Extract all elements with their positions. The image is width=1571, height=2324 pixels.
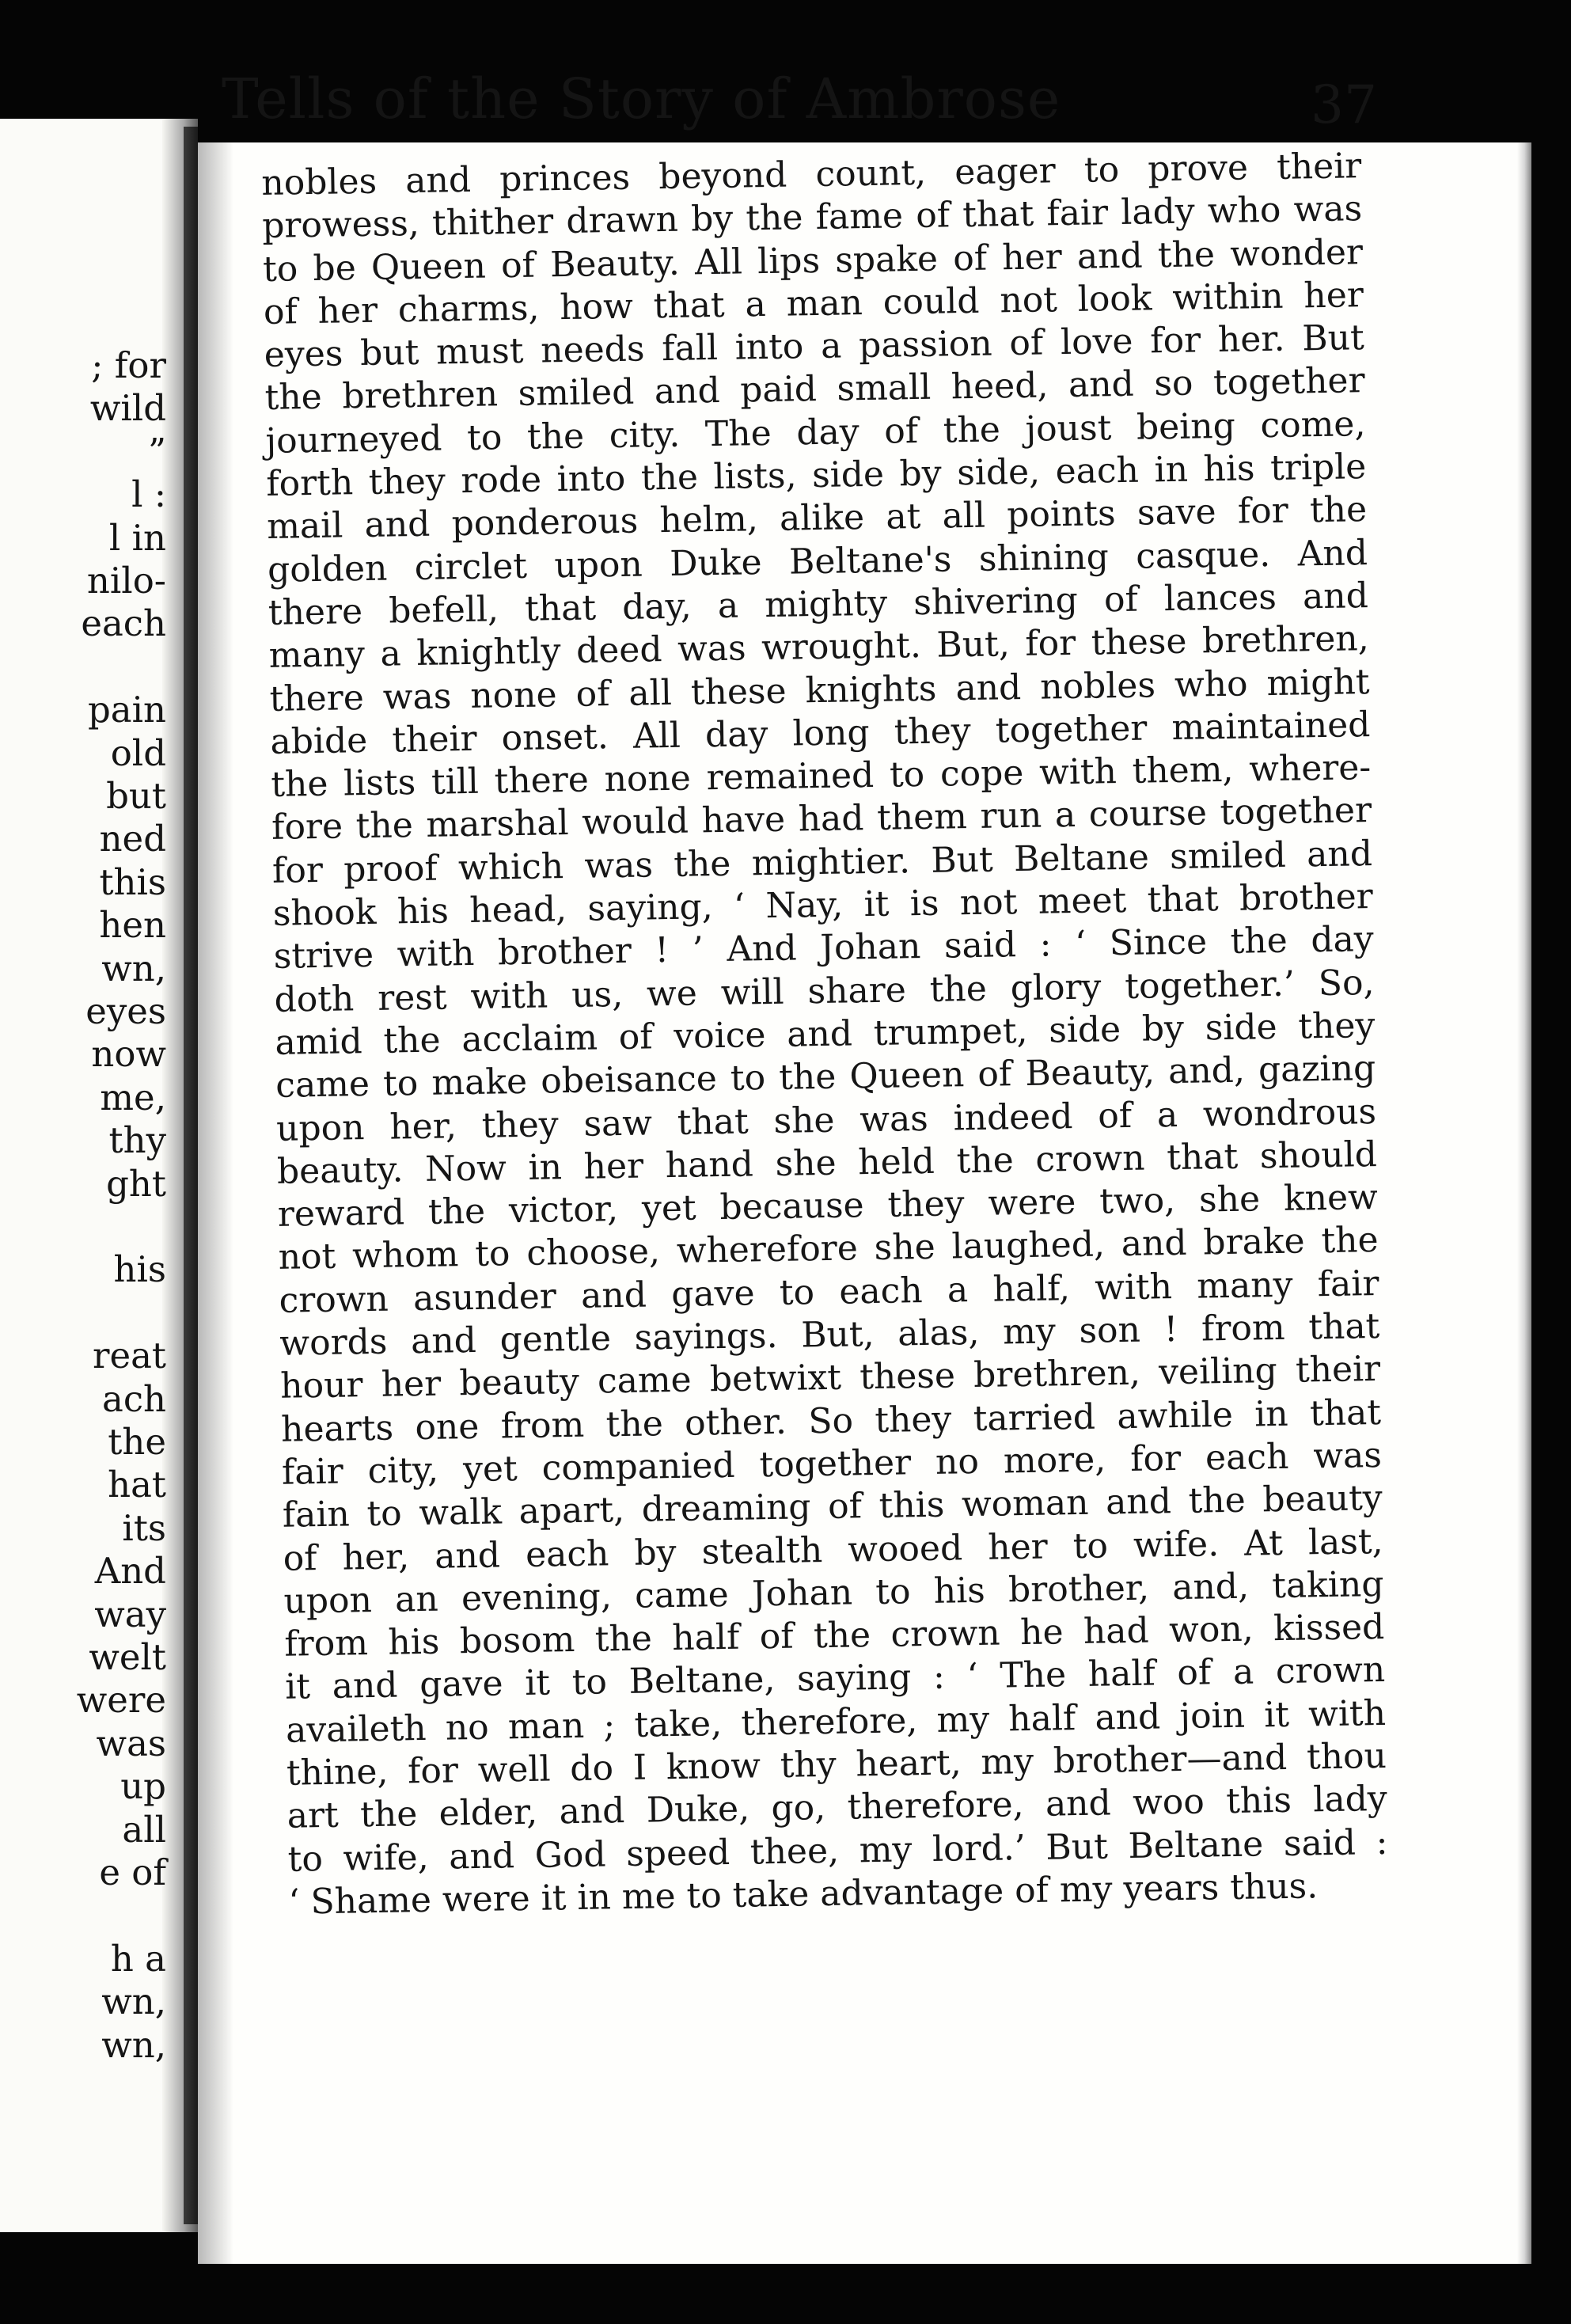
running-head	[222, 63, 1377, 135]
left-page-fragment: pain	[87, 689, 166, 731]
body-line: abide their onset. All day long they together maintained	[270, 704, 1371, 762]
left-page-fragment: ”	[147, 430, 166, 473]
body-line: hour her beauty came betwixt these brethren, veiling their	[279, 1349, 1381, 1407]
body-line: journeyed to the city. The day of the joust being come,	[265, 403, 1366, 461]
body-line: to be Queen of Beauty. All lips spake of her and the wonder	[262, 231, 1364, 290]
body-line: art the elder, and Duke, go, therefore, and woo this lady	[286, 1779, 1388, 1837]
left-page-fragment: ach	[101, 1377, 166, 1420]
body-line: shook his head, saying, ‘ Nay, it is not meet that brother	[272, 876, 1374, 934]
left-page-fragment: each	[81, 602, 166, 645]
left-page-fragment: l :	[131, 473, 166, 516]
left-page-fragment: all	[122, 1808, 166, 1851]
body-line: many a knightly deed was wrought. But, for these brethren,	[268, 618, 1370, 677]
body-line: there was none of all these knights and nobles who might	[269, 661, 1370, 720]
running-head-title: Tells of the Story of Ambrose	[222, 66, 1061, 131]
body-line: availeth no man ; take, therefore, my half and join it with	[285, 1692, 1387, 1751]
body-line: golden circlet upon Duke Beltane's shining casque. And	[267, 532, 1368, 590]
left-page-fragment: And	[94, 1550, 166, 1593]
left-page-fragment: h a	[110, 1937, 166, 1980]
left-page-fragment: wild	[89, 387, 166, 430]
left-page-fragment: nilo-	[86, 560, 166, 602]
left-page-fragment: hat	[108, 1464, 166, 1506]
body-line: upon an evening, came Johan to his brother, and, taking	[283, 1563, 1384, 1622]
body-line: fair city, yet companied together no more, for each was	[281, 1434, 1383, 1493]
body-line: fore the marshal would have had them run a course together	[271, 790, 1372, 849]
left-page-fragment: was	[96, 1722, 166, 1764]
left-page-fragment: welt	[89, 1636, 166, 1678]
body-line: came to make obeisance to the Queen of Beauty, and, gazing	[275, 1048, 1376, 1107]
left-page-fragment: me,	[100, 1076, 166, 1118]
body-line: of her charms, how that a man could not look within her	[263, 275, 1364, 332]
body-line: forth they rode into the lists, side by side, each in his triple	[265, 446, 1367, 505]
body-line: to wife, and God speed thee, my lord.’ But Beltane said :	[287, 1821, 1388, 1880]
body-line: there befell, that day, a mighty shivering of lances and	[268, 575, 1369, 633]
body-line: strive with brother ! ’ And Johan said : ‘ Since the day	[273, 919, 1374, 978]
left-page-fragment: ght	[106, 1162, 166, 1205]
left-page-fragment: the	[108, 1421, 166, 1463]
right-page-edge	[1517, 142, 1531, 2264]
body-line: the brethren smiled and paid small heed, and so together	[264, 360, 1365, 419]
body-line: beauty. Now in her hand she held the crown that should	[276, 1134, 1378, 1192]
left-page-fragment: way	[94, 1593, 166, 1635]
left-page-fragment: ned	[99, 818, 166, 860]
left-page-fragment: but	[106, 775, 166, 817]
left-page-fragment: up	[120, 1765, 166, 1808]
body-line: thine, for well do I know thy heart, my brother—and thou	[286, 1735, 1387, 1794]
body-line: prowess, thither drawn by the fame of that fair lady who was	[261, 188, 1363, 247]
body-line: amid the acclaim of voice and trumpet, side by side they	[275, 1004, 1376, 1063]
body-line: reward the victor, yet because they were two, she knew	[277, 1177, 1379, 1235]
left-page	[0, 119, 198, 2232]
left-page-fragment: reat	[92, 1335, 166, 1377]
body-line: the lists till there none remained to cope with them, where-	[270, 747, 1372, 806]
left-page-fragment: his	[113, 1248, 166, 1291]
body-line: from his bosom the half of the crown he had won, kissed	[284, 1607, 1385, 1665]
right-page-gutter-shadow	[198, 142, 233, 2264]
body-line: doth rest with us, we will share the glory together.’ So,	[274, 962, 1375, 1020]
body-line: for proof which was the mightier. But Beltane smiled and	[271, 833, 1373, 891]
body-line: upon her, they saw that she was indeed of a wondrous	[275, 1091, 1377, 1149]
left-page-fragment: now	[91, 1033, 166, 1076]
left-page-fragment: wn,	[101, 1980, 166, 2023]
left-page-fragment: eyes	[85, 990, 166, 1032]
body-line: crown asunder and gave to each a half, with many fair	[279, 1263, 1379, 1321]
book-spine	[184, 127, 198, 2224]
left-page-fragment: l in	[108, 516, 166, 559]
body-line: fain to walk apart, dreaming of this woman and the beauty	[282, 1478, 1383, 1536]
left-page-fragment: old	[110, 731, 166, 774]
body-line: of her, and each by stealth wooed her to wife. At last,	[283, 1521, 1383, 1579]
body-line: nobles and princes beyond count, eager to prove their	[261, 146, 1362, 203]
left-page-fragment: ; for	[91, 344, 166, 386]
body-line: ‘ Shame were it in me to take advantage of my years thus.	[288, 1866, 1319, 1923]
body-line: not whom to choose, wherefore she laughed, and brake the	[278, 1220, 1379, 1278]
left-page-fragment: e of	[99, 1851, 166, 1893]
body-line: eyes but must needs fall into a passion of love for her. But	[264, 317, 1365, 376]
left-page-fragment: hen	[99, 904, 166, 947]
left-page-fragment: its	[122, 1506, 166, 1549]
page-number: 37	[1311, 74, 1377, 135]
body-line: words and gentle sayings. But, alas, my son ! from that	[279, 1306, 1380, 1364]
left-page-fragment: thy	[108, 1119, 166, 1162]
left-page-fragment: were	[76, 1679, 166, 1722]
left-page-fragment: wn,	[101, 2023, 166, 2066]
body-line: hearts one from the other. So they tarried awhile in that	[280, 1392, 1382, 1450]
left-page-fragment: this	[99, 860, 166, 903]
left-page-fragment: wn,	[101, 947, 166, 989]
body-line: mail and ponderous helm, alike at all points save for the	[266, 489, 1368, 548]
body-text	[261, 145, 1389, 1924]
body-line: it and gave it to Beltane, saying : ‘ The half of a crown	[284, 1650, 1386, 1708]
